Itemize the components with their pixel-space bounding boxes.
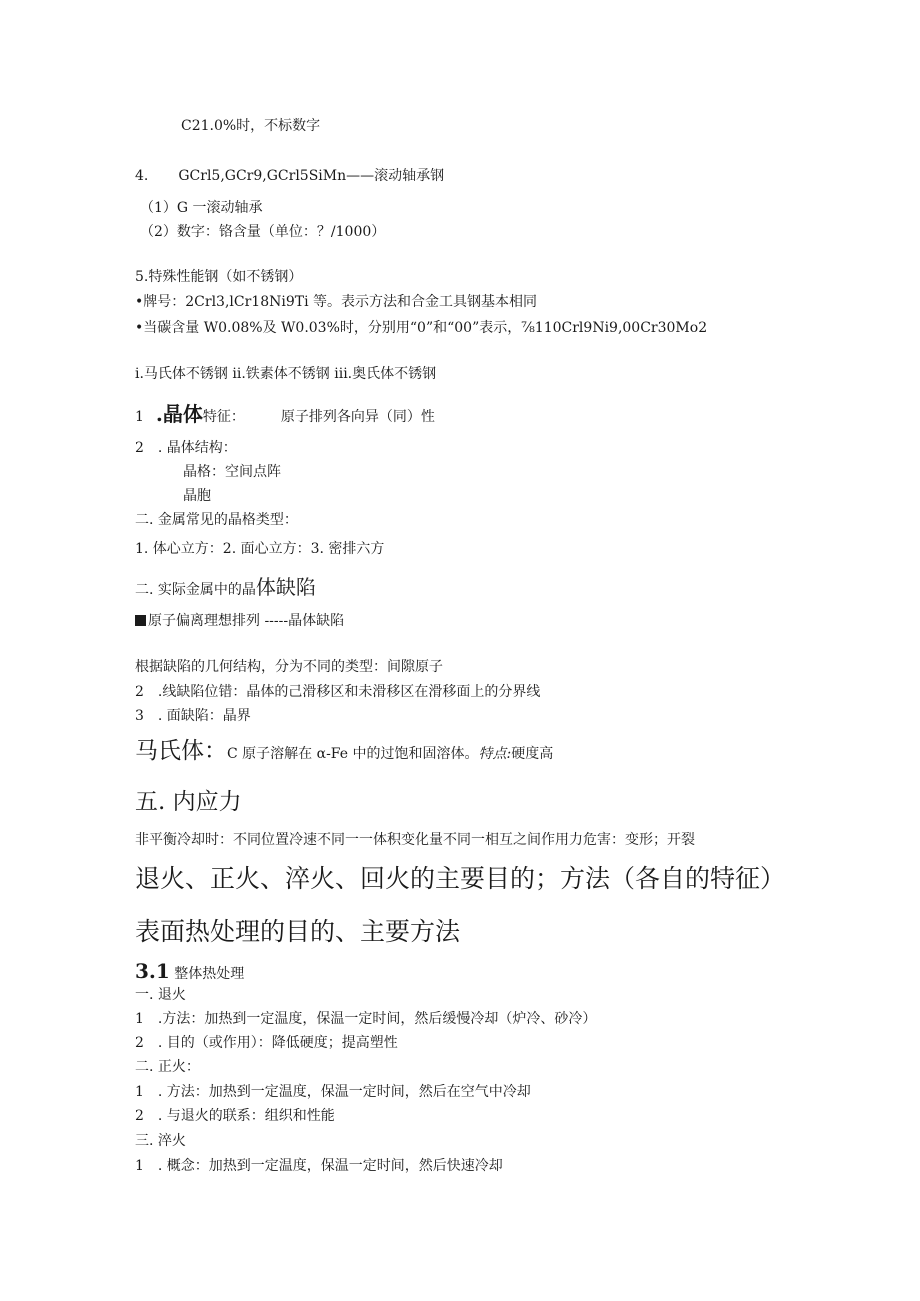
large-heading: 退火、正火、淬火、回火的主要目的；方法（各自的特征） [135, 864, 786, 893]
text-line: 二. 正火： [135, 1059, 200, 1075]
text-line: 3 . 面缺陷：晶界 [135, 708, 251, 724]
bullet-line [135, 611, 344, 631]
section-title: 整体热处理 [169, 966, 245, 982]
heading-large-text: 体缺陷 [255, 575, 316, 599]
text-line: 1 . 方法：加热到一定温度，保温一定时间，然后在空气中冷却 [135, 1084, 531, 1100]
square-bullet-icon [135, 615, 146, 626]
text-line: 1. 体心立方：2. 面心立方：3. 密排六方 [135, 541, 385, 557]
feature-label: 特点: [478, 746, 512, 762]
text-line: 一. 退火 [135, 987, 186, 1003]
text-line: 二. 金属常见的晶格类型： [135, 512, 298, 528]
text-line: 2 . 与退火的联系：组织和性能 [135, 1108, 335, 1124]
text-line: 根据缺陷的几何结构，分为不同的类型：间隙原子 [135, 659, 443, 675]
text-line: 1 . 概念：加热到一定温度，保温一定时间，然后快速冷却 [135, 1158, 503, 1174]
text-line: 1 .方法：加热到一定温度，保温一定时间，然后缓慢冷却（炉冷、砂冷） [135, 1011, 597, 1027]
text-line: i.马氏体不锈钢 ii.铁素体不锈钢 iii.奥氏体不锈钢 [135, 366, 437, 382]
heading-large-text: .晶体 [155, 402, 203, 426]
heading-small-text: 特征： [202, 409, 245, 425]
text-line: 2 . 目的（或作用）：降低硬度；提高塑性 [135, 1035, 398, 1051]
list-item-heading [135, 166, 444, 186]
text-line: 三. 淬火 [135, 1133, 186, 1149]
list-number: 1 [135, 409, 144, 425]
heading-rest-text: 原子排列各向异（同）性 [280, 409, 435, 425]
bullet-line: •牌号：2Crl3,lCr18Ni9Ti 等。表示方法和合金工具钢基本相同 [135, 294, 537, 310]
heading-crystal-defect [135, 574, 316, 600]
heading-small-text: 二. 实际金属中的晶 [135, 582, 256, 598]
list-text: GCrl5,GCr9,GCrl5SiMn——滚动轴承钢 [178, 168, 445, 184]
heading-martensite [135, 736, 553, 766]
bullet-line: •当碳含量 W0.08%及 W0.03%时，分别用“0”和“00”表示，⅞110Crl9Ni9,00Cr30Mo2 [135, 320, 708, 336]
heading-crystal-feature [135, 401, 435, 427]
text-line: 非平衡冷却时：不同位置冷速不同一一体积变化量不同一相互之间作用力危害：变形；开裂 [135, 832, 695, 848]
text-line: （2）数字：铬含量（单位：？/1000） [140, 224, 386, 240]
text-line: （1）G 一滚动轴承 [140, 200, 263, 216]
definition-text: C 原子溶解在 α-Fe 中的过饱和固溶体。 [227, 746, 479, 762]
bullet-text: 原子偏离理想排列 -----晶体缺陷 [148, 613, 345, 629]
text-line: 2 . 晶体结构： [135, 440, 237, 456]
section-number: 3.1 [135, 959, 170, 983]
section-heading: 5.特殊性能钢（如不锈钢） [135, 269, 303, 285]
large-heading: 表面热处理的目的、主要方法 [135, 917, 461, 946]
feature-text: 硬度高 [511, 746, 554, 762]
list-number: 4. [135, 168, 149, 184]
text-line: 2 .线缺陷位错：晶体的己滑移区和未滑移区在滑移面上的分界线 [135, 684, 541, 700]
text-line: 晶格：空间点阵 [183, 464, 281, 480]
heading-large-text: 马氏体： [135, 738, 227, 764]
text-line: 晶胞 [183, 488, 211, 504]
section-heading: 五. 内应力 [135, 789, 242, 815]
text-line: C21.0%时，不标数字 [181, 118, 321, 134]
section-heading [135, 958, 244, 984]
